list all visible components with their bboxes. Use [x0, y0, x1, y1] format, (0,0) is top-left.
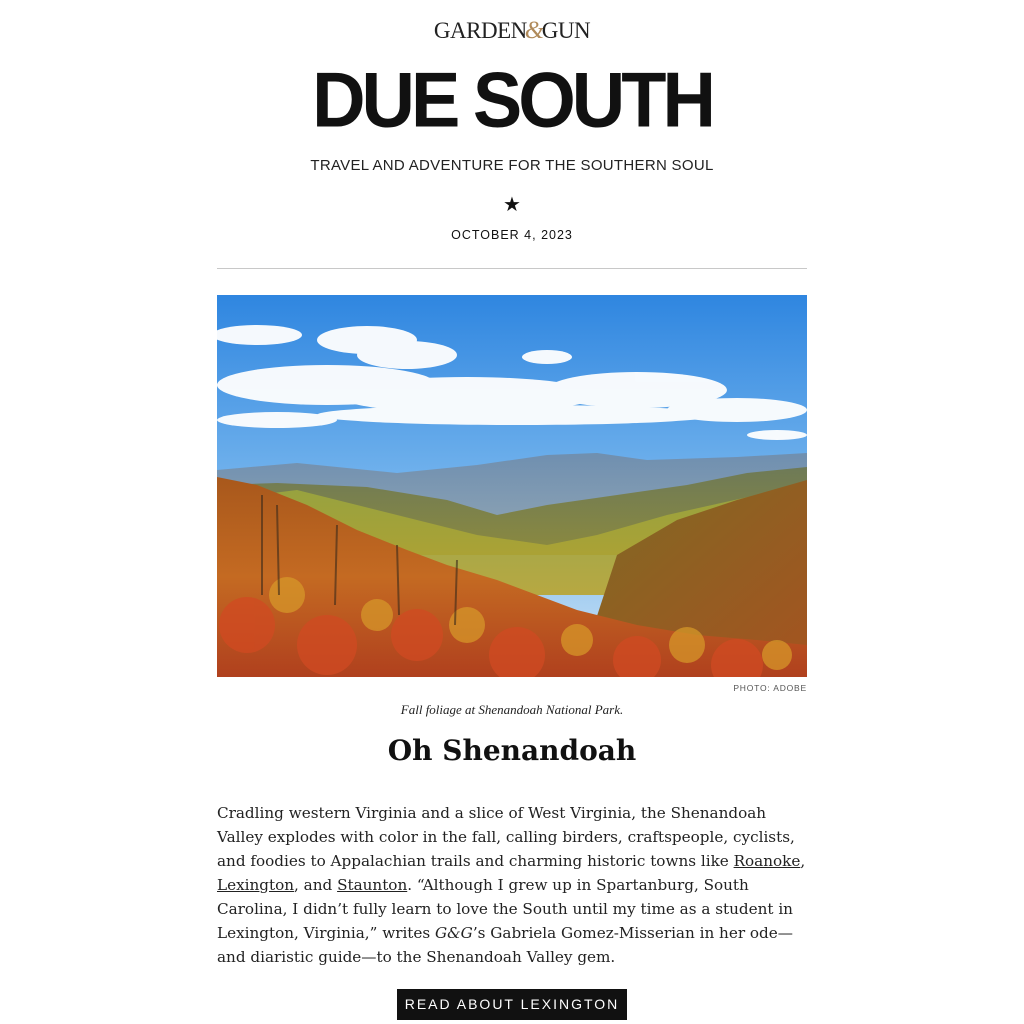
issue-date: OCTOBER 4, 2023 — [451, 228, 573, 242]
link-staunton[interactable]: Staunton — [337, 876, 408, 894]
divider — [217, 268, 807, 269]
article-headline[interactable]: Oh Shenandoah — [387, 734, 637, 767]
star-icon: ★ — [503, 192, 521, 216]
article-body — [217, 801, 813, 969]
photo-credit: PHOTO: ADOBE — [733, 683, 807, 693]
gg-abbreviation: G&G — [435, 924, 473, 942]
logo-ampersand: & — [524, 17, 544, 44]
newsletter-tagline: TRAVEL AND ADVENTURE FOR THE SOUTHERN SOUL — [310, 157, 714, 174]
body-text-2: . “Although I grew up in Spartanburg, South Carolina, I didn’t fully learn to love the South until my time as a student in Lexington, Virginia,” writes — [217, 876, 793, 942]
logo-word-garden: GARDEN — [433, 18, 527, 43]
photo-caption: Fall foliage at Shenandoah National Park. — [400, 702, 624, 717]
logo-word-gun: GUN — [541, 18, 591, 43]
hero-image-shenandoah[interactable] — [217, 295, 807, 677]
body-text-1: Cradling western Virginia and a slice of West Virginia, the Shenandoah Valley explodes with color in the fall, calling birders, craftspeople, cyclists, and foodies to Appalachian trails and charming historic towns like — [217, 804, 795, 870]
read-about-lexington-button[interactable]: READ ABOUT LEXINGTON — [397, 989, 627, 1020]
newsletter-title: DUE SOUTH — [312, 55, 712, 144]
link-roanoke[interactable]: Roanoke — [733, 852, 801, 870]
garden-and-gun-logo[interactable] — [217, 17, 807, 45]
body-sep-2: , and — [294, 876, 338, 894]
body-sep-1: , — [800, 852, 806, 870]
link-lexington[interactable]: Lexington — [217, 876, 295, 894]
body-text-3: ’s Gabriela Gomez-Misserian in her ode—and diaristic guide—to the Shenandoah Valley gem. — [217, 924, 793, 966]
